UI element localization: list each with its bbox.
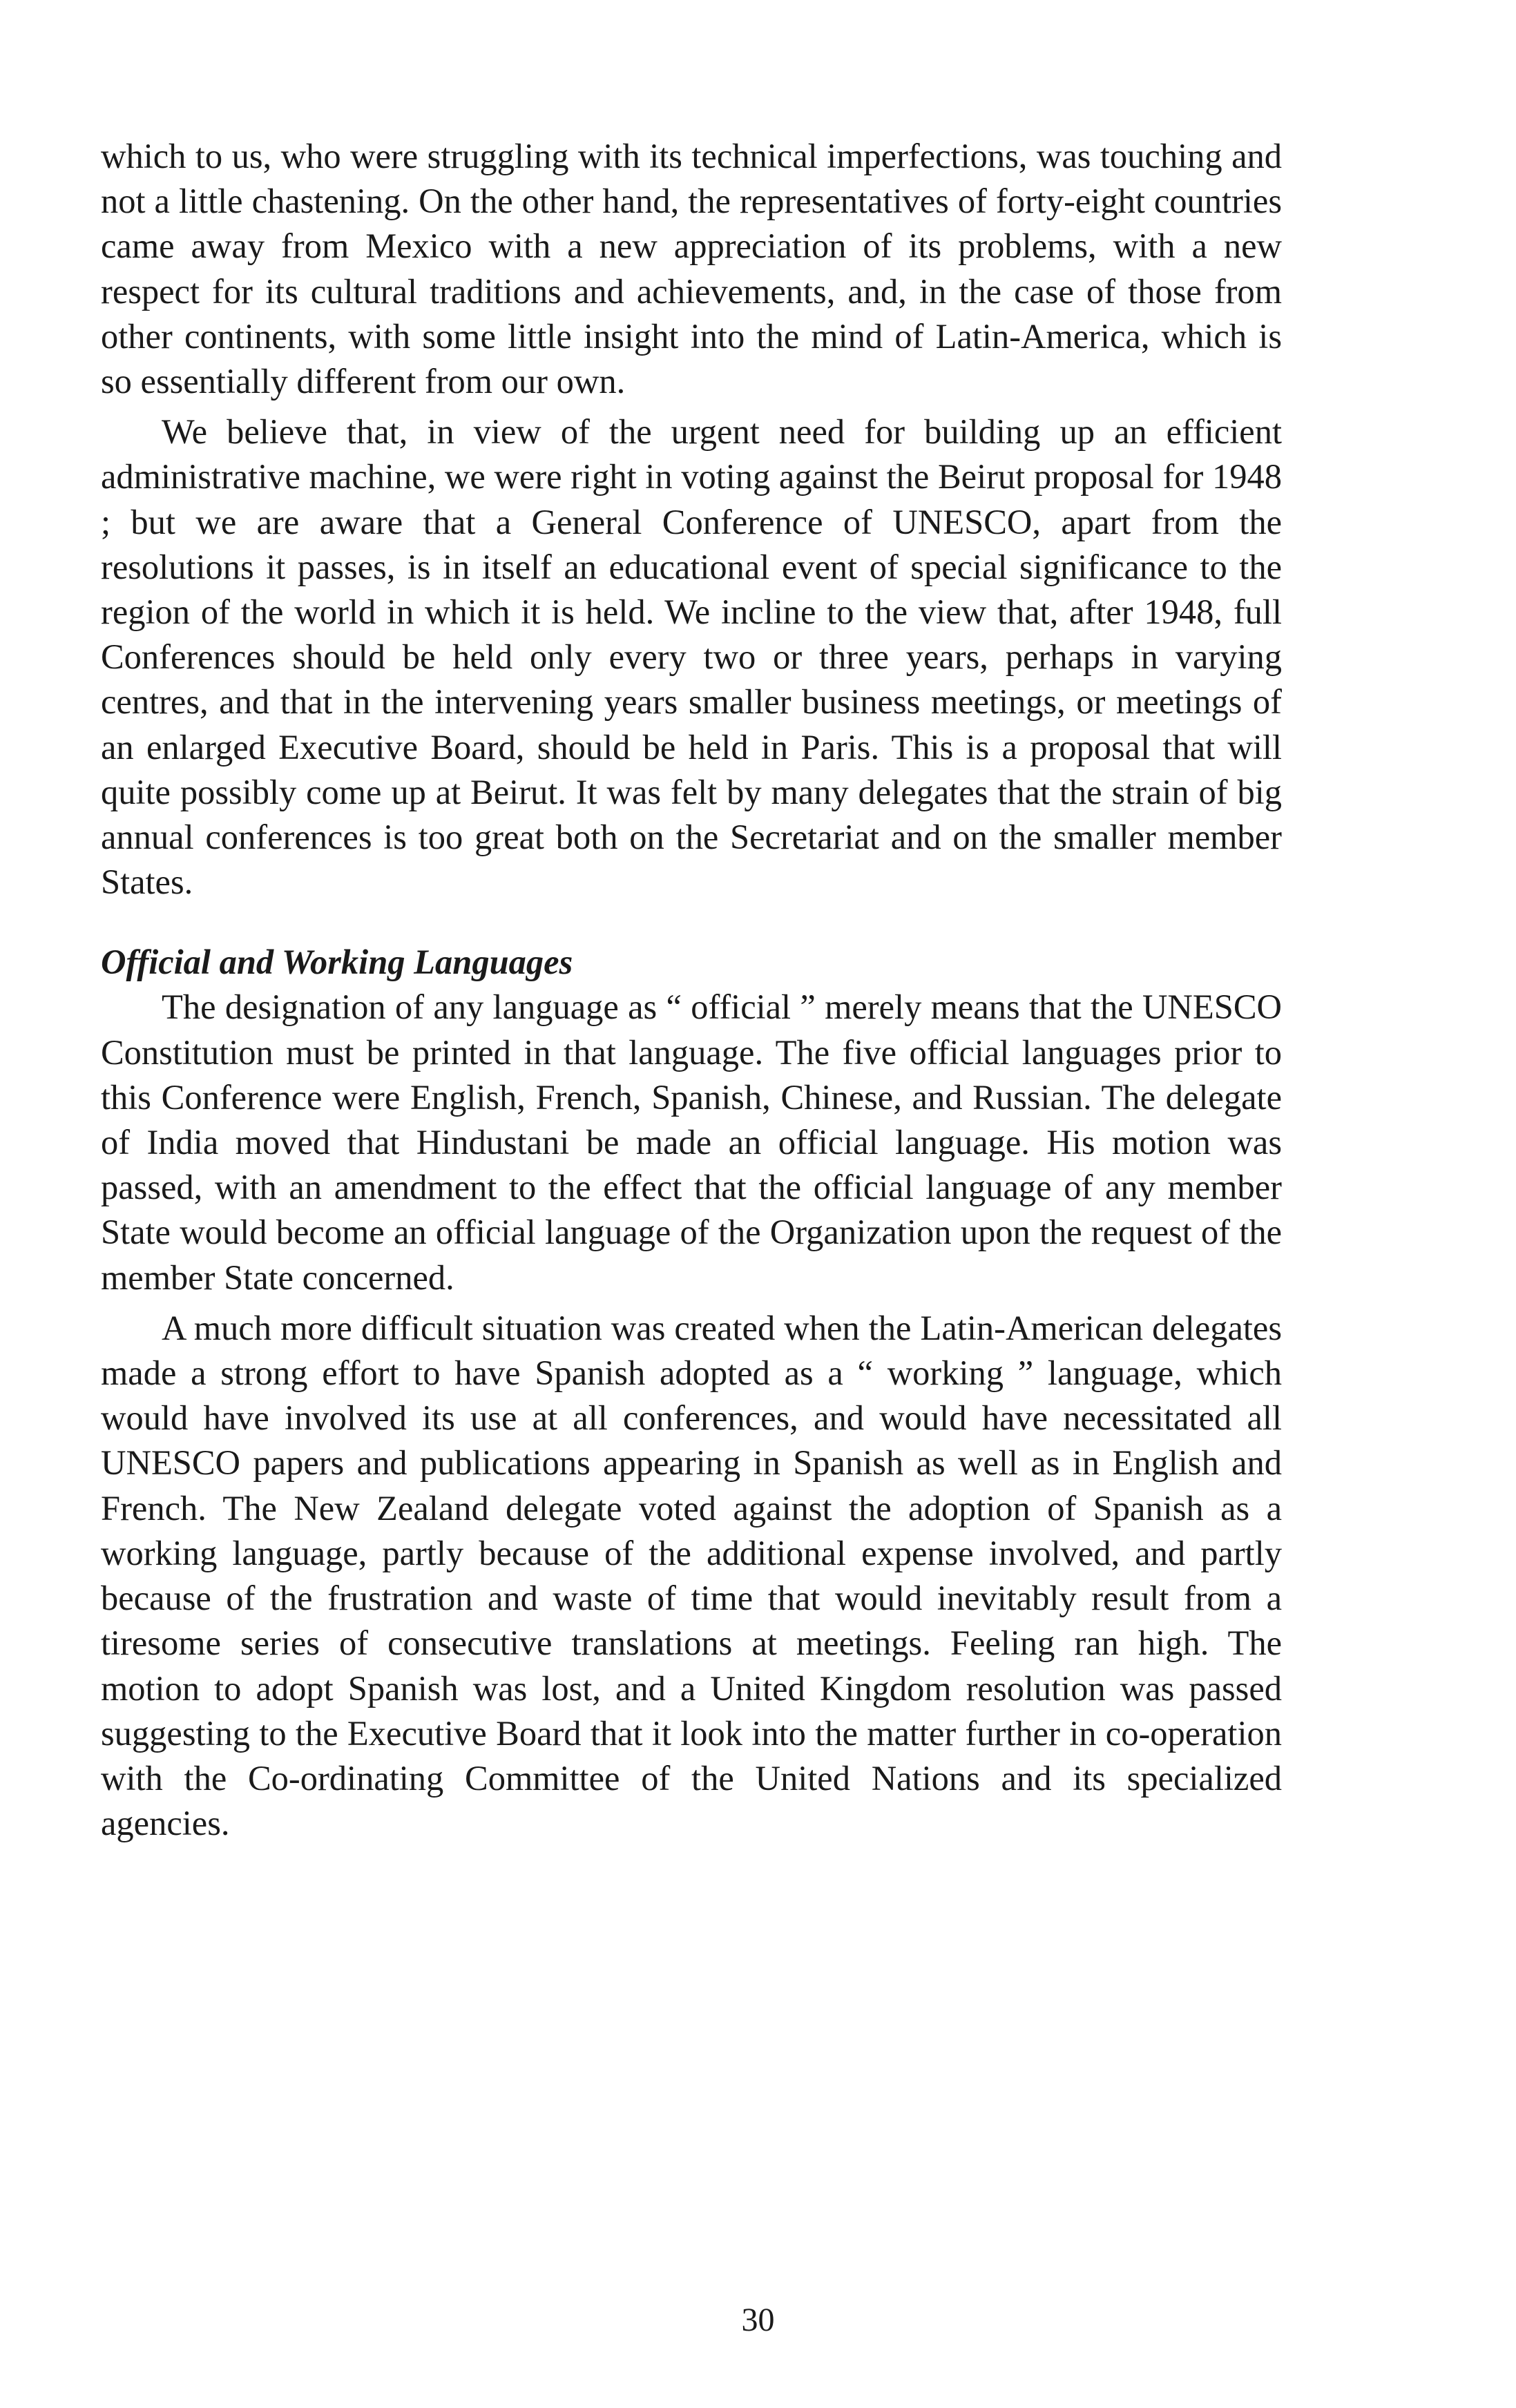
paragraph-official-languages: The designation of any language as “ official ” merely means that the UNESCO Constitution must be printed in that language. The five official languages prior to this Conference were English, French, Spanish, Chinese, and Russian. The delegate of India moved that Hindustani be made an official language. His motion was passed, with an amendment to the effect that the official language of any member State would become an official language of the Organization upon the request of the member State concerned. xyxy=(101,988,1282,1297)
paragraph-working-language: A much more difficult situation was created when the Latin-American delegates made a strong effort to have Spanish adopted as a “ working ” language, which would have involved its use at all conferences, and would have necessitated all UNESCO papers and publications appearing in Spanish as well as in English and French. The New Zealand delegate voted against the adoption of Spanish as a working language, partly because of the additional expense involved, and partly because of the frustration and waste of time that would inevitably result from a tiresome series of consecutive translations at meetings. Feeling ran high. The motion to adopt Spanish was lost, and a United Kingdom resolution was passed suggesting to the Executive Board that it look into the matter further in co-operation with the Co-ordinating Committee of the United Nations and its specialized agencies. xyxy=(101,1308,1282,1843)
page-body xyxy=(101,134,1282,1846)
paragraph-beirut-proposal: We believe that, in view of the urgent need for building up an efficient administrative machine, we were right in voting against the Beirut proposal for 1948 ; but we are aware that a General Conference of UNESCO, apart from the resolutions it passes, is in itself an educational event of special significance to the region of the world in which it is held. We incline to the view that, after 1948, full Conferences should be held only every two or three years, perhaps in varying centres, and that in the intervening years smaller business meetings, or meetings of an enlarged Executive Board, should be held in Paris. This is a proposal that will quite possibly come up at Beirut. It was felt by many delegates that the strain of big annual conferences is too great both on the Secretariat and on the smaller member States. xyxy=(101,412,1282,902)
section-heading: Official and Working Languages xyxy=(101,943,573,982)
page-number: 30 xyxy=(741,2302,775,2338)
paragraph-continuation: which to us, who were struggling with its technical imperfections, was touching and not a little chastening. On the other hand, the representatives of forty-eight countries came away from Mexico with a new appreciation of its problems, with a new respect for its cultural traditions and achievements, and, in the case of those from other continents, with some little insight into the mind of Latin-America, which is so essentially different from our own. xyxy=(101,137,1282,401)
